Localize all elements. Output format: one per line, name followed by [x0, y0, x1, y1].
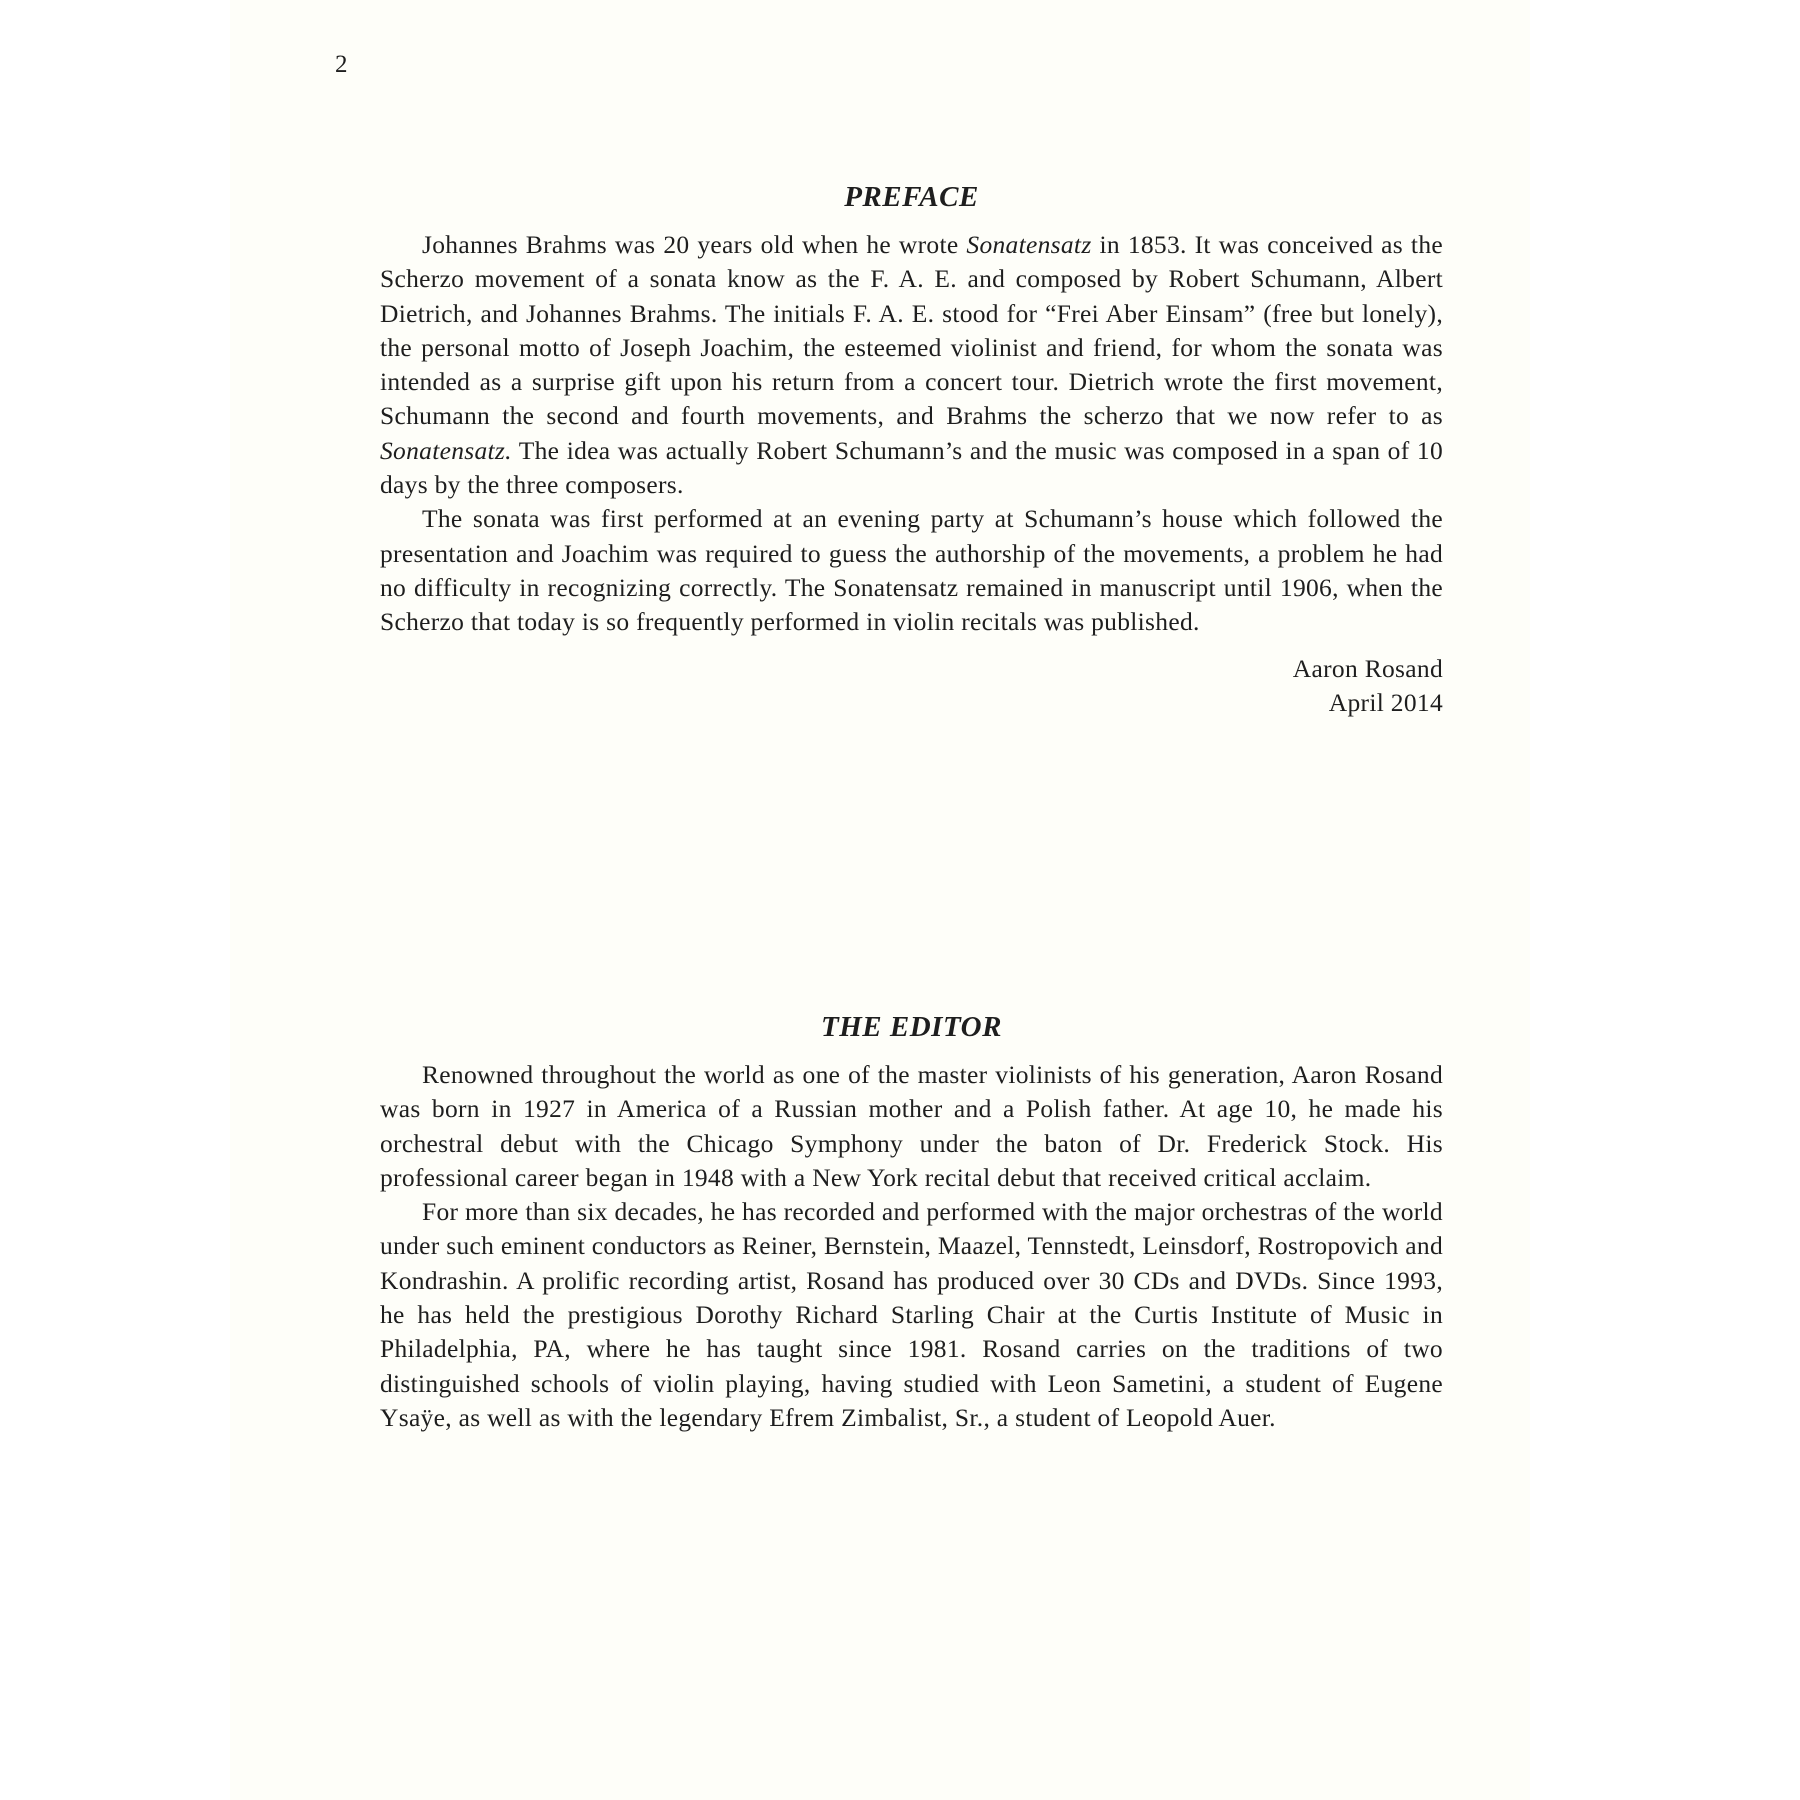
editor-section — [380, 1010, 1443, 1435]
preface-p1-title-sonatensatz-2: Sonatensatz. — [380, 435, 512, 465]
signature-date: April 2014 — [1328, 687, 1443, 717]
editor-heading: THE EDITOR — [821, 1011, 1002, 1043]
preface-p1-title-sonatensatz: Sonatensatz — [966, 230, 1092, 259]
document-page — [230, 0, 1530, 1800]
editor-paragraph-1: Renowned throughout the world as one of the master violinists of his generation, Aaron Rosand was born in 1927 in America of a Russian mother and a Polish father. At age 10, he made his orchestral debut with the Chicago Symphony under the baton of Dr. Frederick Stock. His professional career began in 1948 with a New York recital debut that received critical acclaim. — [380, 1060, 1443, 1192]
preface-p1-text-a: Johannes Brahms was 20 years old when he wrote — [422, 230, 967, 259]
preface-p1-text-c: The idea was actually Robert Schumann’s and the music was composed in a span of 10 days by the three composers. — [380, 435, 1443, 500]
preface-paragraph-2: The sonata was first performed at an evening party at Schumann’s house which followed the presentation and Joachim was required to guess the authorship of the movements, a problem he had no difficulty in recognizing correctly. The Sonatensatz remained in manuscript until 1906, when the Scherzo that today is so frequently performed in violin recitals was published. — [380, 504, 1443, 637]
page-number: 2 — [335, 51, 348, 78]
preface-section — [380, 180, 1443, 720]
editor-paragraph-2: For more than six decades, he has recorded and performed with the major orchestras of the world under such eminent conductors as Reiner, Bernstein, Maazel, Tennstedt, Leinsdorf, Rostropovich and Kondrashin. A prolific recording artist, Rosand has produced over 30 CDs and DVDs. Since 1993, he has held the prestigious Dorothy Richard Starling Chair at the Curtis Institute of Music in Philadelphia, PA, where he has taught since 1981. Rosand carries on the traditions of two distinguished schools of violin playing, having studied with Leon Sametini, a student of Eugene Ysaÿe, as well as with the legendary Efrem Zimbalist, Sr., a student of Leopold Auer. — [380, 1197, 1443, 1432]
signature-name: Aaron Rosand — [1292, 653, 1443, 683]
preface-heading: PREFACE — [844, 181, 979, 213]
preface-p1-text-b: in 1853. It was conceived as the Scherzo movement of a sonata know as the F. A. E. and composed by Robert Schumann, Albert Dietrich, and Johannes Brahms. The initials F. A. E. stood for “Frei Aber Einsam” (free but lonely), the personal motto of Joseph Joachim, the esteemed violinist and friend, for whom the sonata was intended as a surprise gift upon his return from a concert tour. Dietrich wrote the first movement, Schumann the second and fourth movements, and Brahms the scherzo that we now refer to as — [380, 230, 1443, 431]
preface-paragraph-1 — [380, 228, 1443, 502]
preface-signature — [380, 652, 1443, 721]
